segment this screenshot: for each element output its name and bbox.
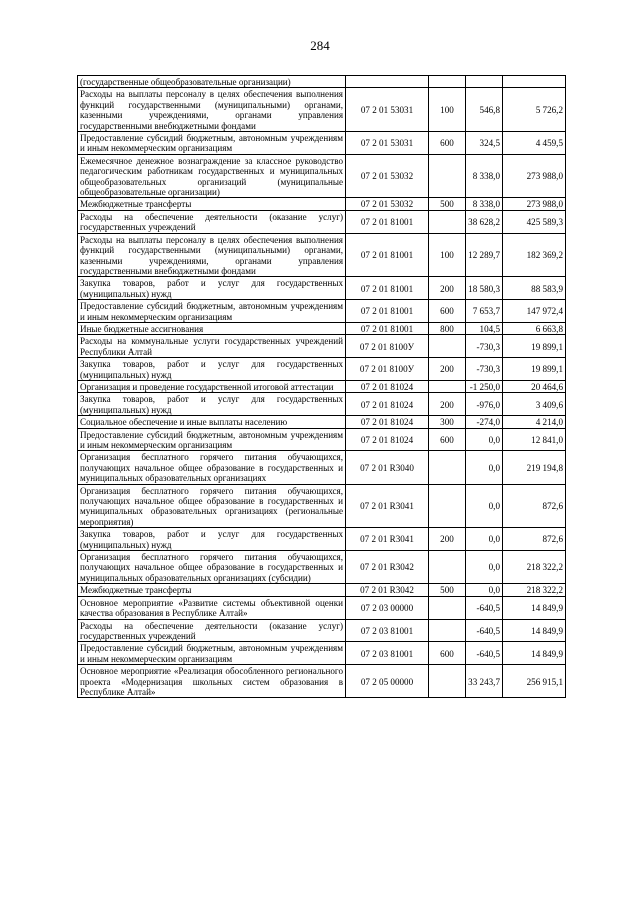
expense-name-cell: Иные бюджетные ассигнования [78,322,346,334]
change-amount-cell: 104,5 [466,322,503,334]
total-amount-cell: 273 988,0 [503,154,566,198]
change-amount-cell: 8 338,0 [466,154,503,198]
target-code-cell: 07 2 01 81024 [346,428,429,451]
expense-name-cell: Организация бесплатного горячего питания обучающихся, получающих начальное общее образование в государственных и муниципальных образовательных организациях (субсидии) [78,551,346,584]
expense-name-cell: Социальное обеспечение и иные выплаты населению [78,416,346,428]
total-amount-cell: 14 849,9 [503,642,566,665]
table-row [78,551,566,584]
change-amount-cell: 546,8 [466,88,503,132]
total-amount-cell: 3 409,6 [503,393,566,416]
expense-type-cell [429,551,466,584]
table-row [78,451,566,484]
expense-type-cell [429,380,466,392]
expense-name-cell: (государственные общеобразовательные организации) [78,76,346,88]
expense-type-cell [429,484,466,528]
table-row [78,132,566,155]
expense-name-cell: Организация и проведение государственной итоговой аттестации [78,380,346,392]
target-code-cell: 07 2 01 81001 [346,300,429,323]
total-amount-cell: 14 849,9 [503,619,566,642]
expense-type-cell: 100 [429,233,466,277]
total-amount-cell: 182 369,2 [503,233,566,277]
table-row [78,642,566,665]
expense-type-cell: 200 [429,393,466,416]
expense-type-cell: 600 [429,428,466,451]
change-amount-cell: -976,0 [466,393,503,416]
change-amount-cell: -730,3 [466,335,503,358]
table-row [78,380,566,392]
table-row [78,210,566,233]
target-code-cell: 07 2 01 R3042 [346,551,429,584]
change-amount-cell: -730,3 [466,358,503,381]
table-row [78,233,566,277]
change-amount-cell: 0,0 [466,528,503,551]
expense-name-cell: Основное мероприятие «Развитие системы объективной оценки качества образования в Республике Алтай» [78,596,346,619]
target-code-cell: 07 2 01 8100У [346,335,429,358]
expense-name-cell: Закупка товаров, работ и услуг для государственных (муниципальных) нужд [78,358,346,381]
change-amount-cell [466,76,503,88]
change-amount-cell: -1 250,0 [466,380,503,392]
table-row [78,584,566,596]
expense-name-cell: Расходы на выплаты персоналу в целях обеспечения выполнения функций государственными (муниципальными) органами, казенными учреждениями, органами управления государственными внебюджетными фондами [78,233,346,277]
table-row [78,393,566,416]
total-amount-cell: 218 322,2 [503,551,566,584]
expense-type-cell: 200 [429,358,466,381]
expense-type-cell: 100 [429,88,466,132]
expense-type-cell [429,665,466,698]
target-code-cell: 07 2 05 00000 [346,665,429,698]
target-code-cell: 07 2 01 R3041 [346,528,429,551]
expense-name-cell: Расходы на обеспечение деятельности (оказание услуг) государственных учреждений [78,619,346,642]
total-amount-cell: 14 849,9 [503,596,566,619]
table-row [78,484,566,528]
expense-type-cell: 200 [429,277,466,300]
change-amount-cell: 18 580,3 [466,277,503,300]
table-row [78,528,566,551]
target-code-cell: 07 2 01 8100У [346,358,429,381]
total-amount-cell: 256 915,1 [503,665,566,698]
table-row [78,619,566,642]
target-code-cell: 07 2 01 53031 [346,88,429,132]
table-row [78,322,566,334]
target-code-cell: 07 2 03 00000 [346,596,429,619]
target-code-cell: 07 2 01 81024 [346,380,429,392]
target-code-cell: 07 2 01 53031 [346,132,429,155]
total-amount-cell: 12 841,0 [503,428,566,451]
table-row [78,300,566,323]
table-row [78,154,566,198]
target-code-cell: 07 2 01 53032 [346,198,429,210]
expense-name-cell: Организация бесплатного горячего питания обучающихся, получающих начальное общее образование в государственных и муниципальных образовательных организациях (региональные мероприятия) [78,484,346,528]
expense-name-cell: Закупка товаров, работ и услуг для государственных (муниципальных) нужд [78,393,346,416]
change-amount-cell: 0,0 [466,451,503,484]
expense-type-cell: 800 [429,322,466,334]
expense-name-cell: Предоставление субсидий бюджетным, автономным учреждениям и иным некоммерческим организациям [78,300,346,323]
total-amount-cell: 19 899,1 [503,335,566,358]
total-amount-cell: 219 194,8 [503,451,566,484]
expense-type-cell: 200 [429,528,466,551]
table-row [78,335,566,358]
change-amount-cell: 0,0 [466,584,503,596]
target-code-cell: 07 2 03 81001 [346,642,429,665]
total-amount-cell: 88 583,9 [503,277,566,300]
change-amount-cell: -640,5 [466,642,503,665]
expense-type-cell: 600 [429,642,466,665]
expense-type-cell: 600 [429,132,466,155]
change-amount-cell: 7 653,7 [466,300,503,323]
expense-type-cell: 500 [429,584,466,596]
budget-table-body [78,76,566,698]
total-amount-cell: 218 322,2 [503,584,566,596]
expense-name-cell: Ежемесячное денежное вознаграждение за классное руководство педагогическим работникам государственных и муниципальных общеобразовательных организаций (муниципальные общеобразовательные организации) [78,154,346,198]
table-row [78,596,566,619]
expense-name-cell: Межбюджетные трансферты [78,584,346,596]
change-amount-cell: 12 289,7 [466,233,503,277]
total-amount-cell: 872,6 [503,484,566,528]
total-amount-cell: 425 589,3 [503,210,566,233]
target-code-cell: 07 2 01 81001 [346,322,429,334]
change-amount-cell: -274,0 [466,416,503,428]
total-amount-cell: 273 988,0 [503,198,566,210]
table-row [78,277,566,300]
expense-type-cell [429,154,466,198]
change-amount-cell: -640,5 [466,619,503,642]
table-row [78,665,566,698]
target-code-cell: 07 2 01 53032 [346,154,429,198]
expense-type-cell: 500 [429,198,466,210]
table-row [78,358,566,381]
change-amount-cell: 324,5 [466,132,503,155]
expense-name-cell: Закупка товаров, работ и услуг для государственных (муниципальных) нужд [78,277,346,300]
expense-name-cell: Межбюджетные трансферты [78,198,346,210]
change-amount-cell: 0,0 [466,551,503,584]
target-code-cell: 07 2 01 81001 [346,233,429,277]
total-amount-cell: 5 726,2 [503,88,566,132]
expense-name-cell: Организация бесплатного горячего питания обучающихся, получающих начальное общее образование в государственных и муниципальных образовательных организациях [78,451,346,484]
expense-type-cell [429,619,466,642]
total-amount-cell: 4 214,0 [503,416,566,428]
change-amount-cell: 0,0 [466,428,503,451]
target-code-cell: 07 2 01 R3041 [346,484,429,528]
page-number: 284 [310,38,330,53]
change-amount-cell: 33 243,7 [466,665,503,698]
expense-type-cell [429,210,466,233]
expense-type-cell [429,76,466,88]
target-code-cell: 07 2 01 R3042 [346,584,429,596]
target-code-cell: 07 2 01 81001 [346,210,429,233]
expense-name-cell: Расходы на обеспечение деятельности (оказание услуг) государственных учреждений [78,210,346,233]
table-row [78,88,566,132]
expense-name-cell: Предоставление субсидий бюджетным, автономным учреждениям и иным некоммерческим организациям [78,642,346,665]
expense-type-cell [429,596,466,619]
target-code-cell: 07 2 01 R3040 [346,451,429,484]
table-row [78,416,566,428]
target-code-cell: 07 2 03 81001 [346,619,429,642]
change-amount-cell: 38 628,2 [466,210,503,233]
expense-type-cell: 300 [429,416,466,428]
expense-name-cell: Расходы на коммунальные услуги государственных учреждений Республики Алтай [78,335,346,358]
table-row [78,198,566,210]
target-code-cell: 07 2 01 81024 [346,416,429,428]
table-row [78,428,566,451]
expense-name-cell: Расходы на выплаты персоналу в целях обеспечения выполнения функций государственными (муниципальными) органами, казенными учреждениями, органами управления государственными внебюджетными фондами [78,88,346,132]
change-amount-cell: 0,0 [466,484,503,528]
expense-type-cell [429,451,466,484]
total-amount-cell: 20 464,6 [503,380,566,392]
expense-name-cell: Закупка товаров, работ и услуг для государственных (муниципальных) нужд [78,528,346,551]
total-amount-cell: 147 972,4 [503,300,566,323]
expense-name-cell: Предоставление субсидий бюджетным, автономным учреждениям и иным некоммерческим организациям [78,428,346,451]
target-code-cell: 07 2 01 81024 [346,393,429,416]
total-amount-cell: 4 459,5 [503,132,566,155]
total-amount-cell: 872,6 [503,528,566,551]
change-amount-cell: 8 338,0 [466,198,503,210]
change-amount-cell: -640,5 [466,596,503,619]
total-amount-cell: 19 899,1 [503,358,566,381]
target-code-cell [346,76,429,88]
target-code-cell: 07 2 01 81001 [346,277,429,300]
expense-name-cell: Основное мероприятие «Реализация обособленного регионального проекта «Модернизация школьных систем образования в Республике Алтай» [78,665,346,698]
expense-name-cell: Предоставление субсидий бюджетным, автономным учреждениям и иным некоммерческим организациям [78,132,346,155]
budget-table [77,75,566,698]
table-row [78,76,566,88]
expense-type-cell [429,335,466,358]
expense-type-cell: 600 [429,300,466,323]
total-amount-cell: 6 663,8 [503,322,566,334]
total-amount-cell [503,76,566,88]
